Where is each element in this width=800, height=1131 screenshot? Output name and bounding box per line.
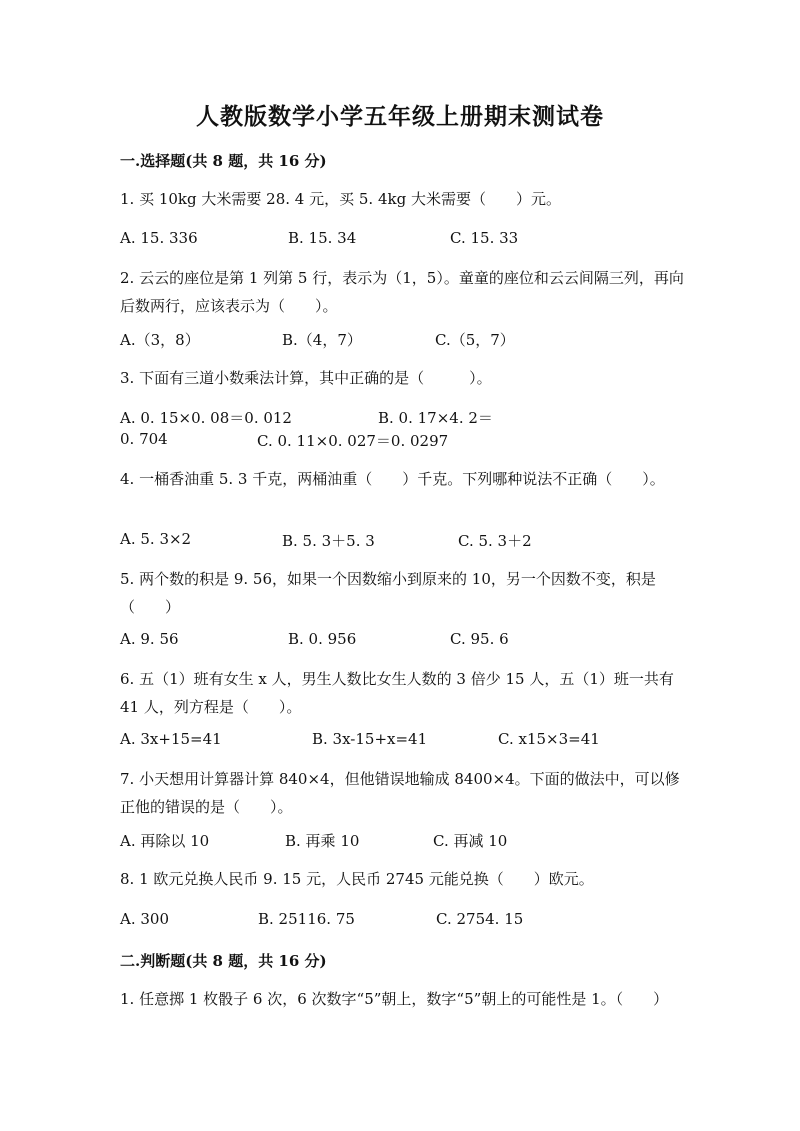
section-heading-choice: 一.选择题(共 8 题，共 16 分) [120,152,327,170]
option-b: B. 0. 956 [288,630,357,648]
option-b: B. 3x-15+x=41 [312,730,428,748]
question-2: 2. 云云的座位是第 1 列第 5 行，表示为（1，5）。童童的座位和云云间隔三列，再向后数两行，应该表示为（ ）。 [120,269,684,315]
option-c: C. 5. 3＋2 [458,532,532,550]
section-heading-judgement: 二.判断题(共 8 题，共 16 分) [120,952,327,970]
option-c: C. x15×3=41 [498,730,600,748]
option-a: A. 5. 3×2 [120,530,192,548]
question-8-options [120,910,700,934]
question-6-options [120,730,700,754]
option-a: A. 300 [120,910,169,928]
option-a: A.（3，8） [120,331,200,349]
question-1-options [120,229,700,253]
option-c: C. 95. 6 [450,630,509,648]
option-a: A. 3x+15=41 [120,730,222,748]
question-3: 3. 下面有三道小数乘法计算，其中正确的是（ ）。 [120,369,492,387]
option-c: C. 2754. 15 [436,910,524,928]
judgement-question-1: 1. 任意掷 1 枚骰子 6 次，6 次数字“5”朝上，数字“5”朝上的可能性是 1。（ ） [120,990,669,1008]
option-a: A. 再除以 10 [120,832,210,850]
question-4-options [120,530,700,554]
question-2-options [120,329,700,353]
question-8: 8. 1 欧元兑换人民币 9. 15 元，人民币 2745 元能兑换（ ）欧元。 [120,870,594,888]
question-7: 7. 小天想用计算器计算 840×4，但他错误地输成 8400×4。下面的做法中，可以修正他的错误的是（ ）。 [120,770,680,816]
option-b: B. 15. 34 [288,229,357,247]
option-a: A. 15. 336 [120,229,198,247]
question-3-option-c: C. 0. 11×0. 027＝0. 0297 [257,432,449,450]
question-3-option-a: A. 0. 15×0. 08＝0. 012 [120,409,292,427]
option-a: A. 9. 56 [120,630,179,648]
option-c: C. 再减 10 [433,832,508,850]
question-3-option-b-cont: 0. 704 [120,430,168,448]
question-5-options [120,630,700,654]
question-5: 5. 两个数的积是 9. 56，如果一个因数缩小到原来的 10，另一个因数不变，积是（ ） [120,570,656,616]
question-3-option-b: B. 0. 17×4. 2＝ [378,409,493,427]
page-title: 人教版数学小学五年级上册期末测试卷 [196,103,604,130]
question-1: 1. 买 10kg 大米需要 28. 4 元，买 5. 4kg 大米需要（ ）元。 [120,190,561,208]
question-7-options [120,830,700,854]
option-b: B.（4，7） [282,331,362,349]
question-4: 4. 一桶香油重 5. 3 千克，两桶油重（ ）千克。下列哪种说法不正确（ ）。 [120,470,665,488]
option-c: C. 15. 33 [450,229,519,247]
option-b: B. 5. 3＋5. 3 [282,532,375,550]
question-6: 6. 五（1）班有女生 x 人，男生人数比女生人数的 3 倍少 15 人，五（1）班一共有 41 人，列方程是（ ）。 [120,670,674,716]
option-b: B. 25116. 75 [258,910,355,928]
option-c: C.（5，7） [435,331,515,349]
option-b: B. 再乘 10 [285,832,360,850]
